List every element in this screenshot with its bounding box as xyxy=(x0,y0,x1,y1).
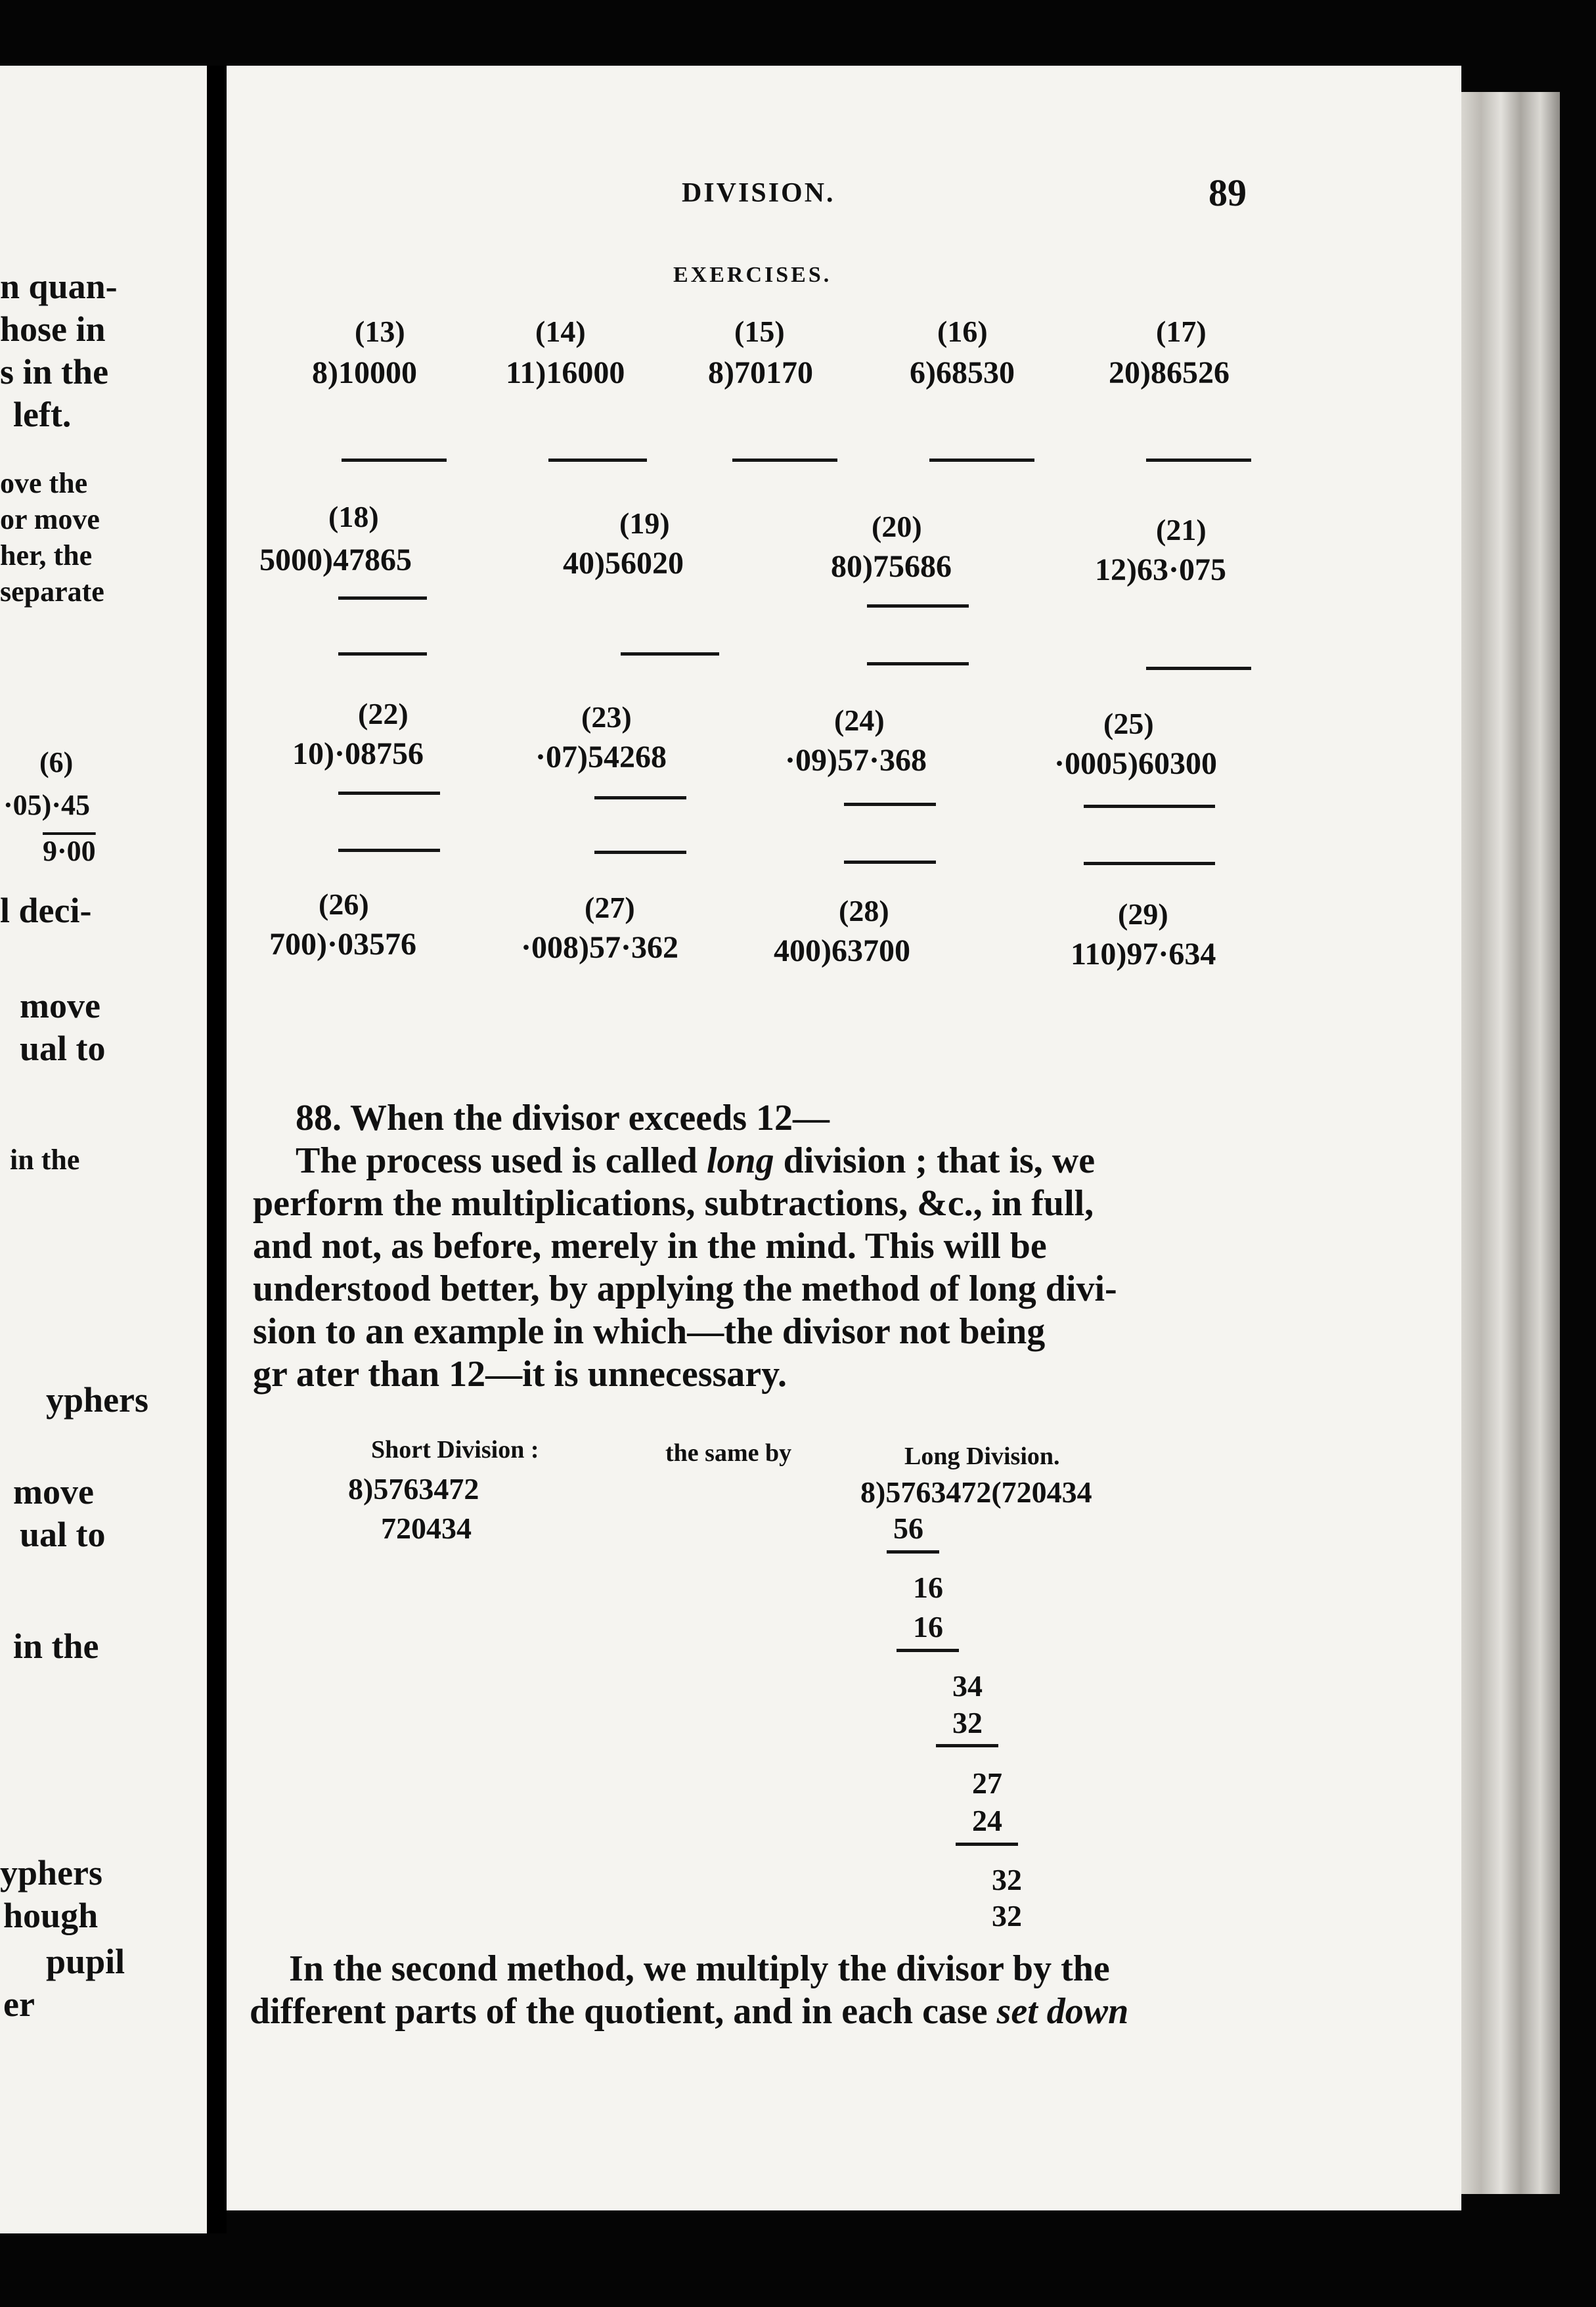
exercise-problem: 80)75686 xyxy=(831,549,952,584)
left-text-line: (6) xyxy=(39,746,74,778)
page-edges xyxy=(1461,92,1560,2194)
exercise-problem: 6)68530 xyxy=(910,355,1015,390)
answer-rule xyxy=(929,459,1034,462)
exercise-number: (14) xyxy=(535,315,586,348)
exercise-number: (29) xyxy=(1118,897,1168,931)
exercise-problem: 700)·03576 xyxy=(269,927,416,962)
answer-rule xyxy=(844,803,936,806)
answer-rule xyxy=(338,792,440,795)
answer-rule xyxy=(1146,667,1251,670)
left-text-line: n quan- xyxy=(0,267,118,306)
book-page xyxy=(227,66,1461,2210)
long-division-label: Long Division. xyxy=(904,1443,1060,1470)
exercise-number: (19) xyxy=(619,506,670,540)
answer-rule xyxy=(548,459,647,462)
answer-rule xyxy=(621,652,719,656)
exercise-problem: ·09)57·368 xyxy=(785,743,927,778)
long-division-problem: 8)5763472(720434 xyxy=(860,1475,1092,1509)
exercise-number: (28) xyxy=(839,894,889,928)
left-text-line: hough xyxy=(3,1896,99,1935)
exercise-problem: 400)63700 xyxy=(774,933,910,968)
exercise-number: (23) xyxy=(581,700,632,734)
left-text-line: move xyxy=(20,986,100,1025)
answer-rule xyxy=(338,849,440,852)
exercise-problem: 40)56020 xyxy=(563,546,684,581)
left-text-line: yphers xyxy=(0,1853,103,1893)
subtraction-rule xyxy=(956,1843,1018,1846)
long-division-step: 56 xyxy=(893,1512,923,1545)
exercise-number: (16) xyxy=(937,315,988,348)
answer-rule xyxy=(1084,805,1215,808)
long-division-step: 32 xyxy=(992,1863,1022,1896)
body-line: The process used is called long division ; that is, we xyxy=(296,1140,1096,1181)
exercise-problem: 11)16000 xyxy=(506,355,625,390)
long-division-step: 32 xyxy=(952,1706,983,1739)
exercise-problem: 20)86526 xyxy=(1109,355,1230,390)
answer-rule xyxy=(867,662,969,665)
section-heading: 88. When the divisor exceeds 12— xyxy=(296,1098,830,1138)
exercise-number: (15) xyxy=(734,315,785,348)
left-text-line: pupil xyxy=(46,1942,125,1981)
exercise-problem: 110)97·634 xyxy=(1071,937,1216,972)
exercise-number: (22) xyxy=(358,697,409,730)
subtraction-rule xyxy=(897,1649,959,1652)
long-division-step: 27 xyxy=(972,1766,1002,1800)
exercise-problem: 12)63·075 xyxy=(1095,552,1226,587)
answer-rule xyxy=(342,459,447,462)
answer-rule xyxy=(1146,459,1251,462)
exercise-number: (17) xyxy=(1156,315,1207,348)
answer-rule xyxy=(732,459,837,462)
exercise-problem: ·07)54268 xyxy=(535,740,667,774)
left-text-line: er xyxy=(3,1984,35,2024)
left-text-line: left. xyxy=(13,395,72,434)
answer-rule xyxy=(594,796,686,799)
answer-rule xyxy=(338,652,427,656)
body-line: gr ater than 12—it is unnecessary. xyxy=(253,1354,787,1395)
answer-rule xyxy=(867,604,969,608)
left-text-line: in the xyxy=(13,1626,99,1666)
left-text-line: ove the xyxy=(0,467,88,499)
exercise-problem: 8)10000 xyxy=(312,355,417,390)
exercise-problem: 8)70170 xyxy=(708,355,813,390)
running-header: DIVISION. xyxy=(682,178,835,208)
answer-rule xyxy=(844,861,936,864)
long-division-step: 34 xyxy=(952,1669,983,1703)
left-text-line: 9·00 xyxy=(43,835,96,867)
left-text-line: her, the xyxy=(0,539,93,571)
left-text-line: ual to xyxy=(20,1029,106,1068)
left-text-line: ·05)·45 xyxy=(3,789,90,821)
left-text-line: in the xyxy=(10,1144,80,1176)
exercise-number: (25) xyxy=(1103,707,1154,740)
exercise-problem: 10)·08756 xyxy=(292,736,424,771)
body-line: sion to an example in which—the divisor not being xyxy=(253,1311,1046,1352)
long-division-step: 16 xyxy=(913,1571,943,1604)
left-text-line: s in the xyxy=(0,352,109,392)
exercise-number: (13) xyxy=(355,315,405,348)
exercise-problem: ·0005)60300 xyxy=(1054,746,1217,781)
body-line: In the second method, we multiply the divisor by the xyxy=(289,1948,1110,1989)
long-division-step: 24 xyxy=(972,1804,1002,1837)
same-by-label: the same by xyxy=(665,1439,792,1467)
subtraction-rule xyxy=(936,1744,998,1747)
exercise-number: (27) xyxy=(585,891,635,924)
short-division-problem: 8)5763472 xyxy=(348,1472,479,1506)
left-text-line: l deci- xyxy=(0,891,92,930)
long-division-step: 16 xyxy=(913,1610,943,1644)
exercise-number: (26) xyxy=(319,887,369,921)
left-text-line: yphers xyxy=(46,1380,149,1420)
body-line: and not, as before, merely in the mind. This will be xyxy=(253,1226,1047,1266)
left-text-line: hose in xyxy=(0,309,106,349)
left-text-line: move xyxy=(13,1472,94,1512)
body-line: understood better, by applying the method of long divi- xyxy=(253,1268,1117,1309)
exercise-number: (21) xyxy=(1156,513,1207,547)
exercise-number: (18) xyxy=(328,500,379,533)
body-line: perform the multiplications, subtractions, &c., in full, xyxy=(253,1183,1094,1224)
answer-rule xyxy=(594,851,686,854)
left-text-line: separate xyxy=(0,575,104,608)
left-text-line: ual to xyxy=(20,1515,106,1554)
body-line: different parts of the quotient, and in each case set down xyxy=(250,1991,1129,2032)
left-text-line: or move xyxy=(0,503,100,535)
exercise-problem: 5000)47865 xyxy=(259,543,412,577)
subtraction-rule xyxy=(887,1550,939,1554)
page-number: 89 xyxy=(1208,171,1247,214)
long-division-step: 32 xyxy=(992,1899,1022,1933)
exercise-number: (24) xyxy=(834,704,885,737)
short-division-result: 720434 xyxy=(381,1512,472,1545)
answer-rule xyxy=(338,596,427,600)
exercises-title: EXERCISES. xyxy=(673,263,832,287)
book-gutter xyxy=(207,66,227,2233)
previous-page-fragment xyxy=(0,66,207,2233)
exercise-problem: ·008)57·362 xyxy=(521,930,678,965)
answer-rule xyxy=(1084,862,1215,865)
short-division-label: Short Division : xyxy=(371,1436,539,1464)
exercise-number: (20) xyxy=(872,510,922,543)
